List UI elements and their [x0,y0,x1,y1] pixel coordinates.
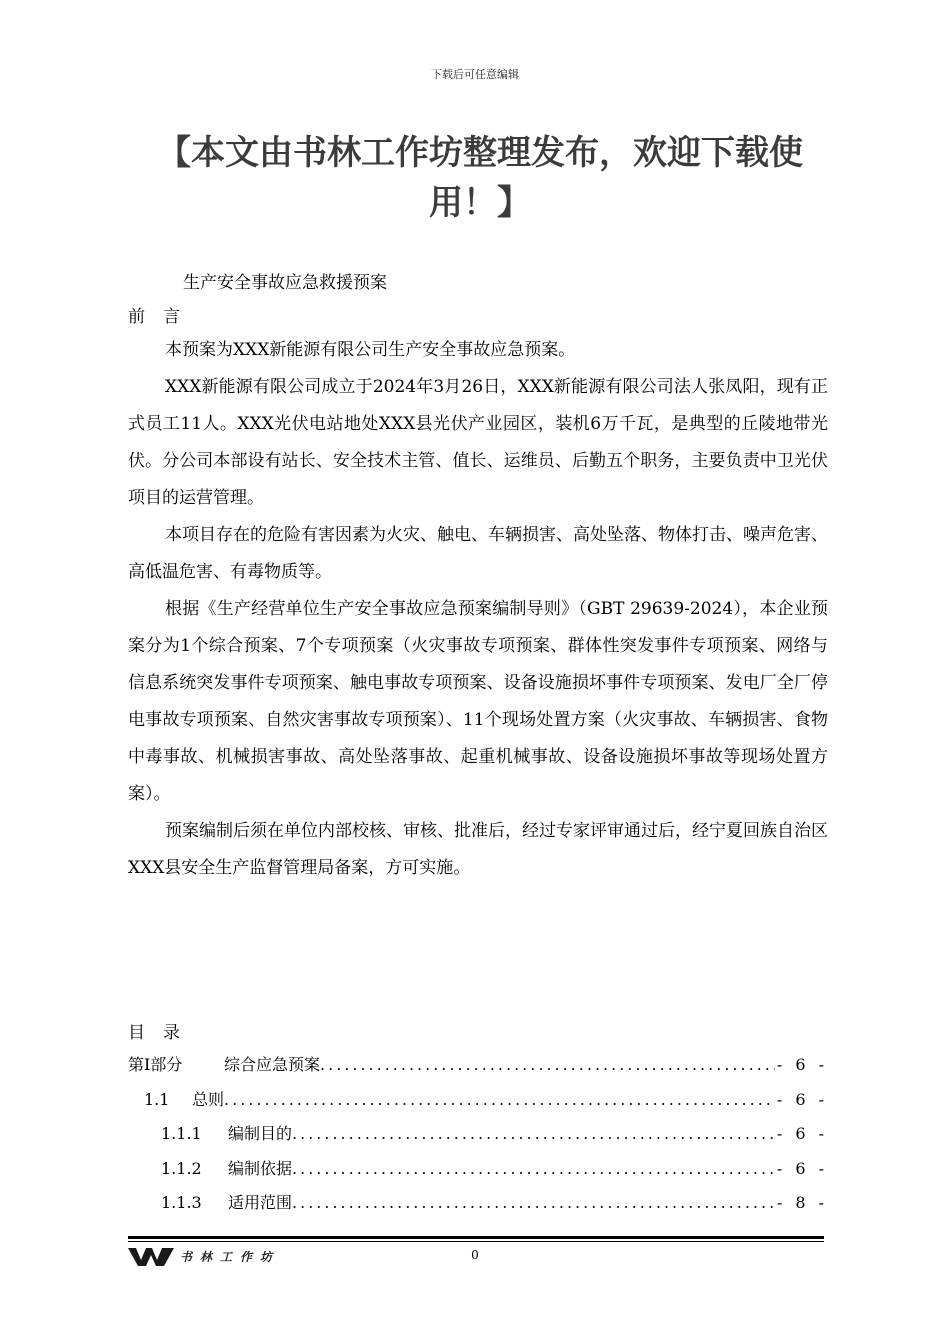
toc-entry[interactable] [128,1048,828,1083]
toc-entry-number: 第Ⅰ部分 [128,1055,183,1074]
paragraph: 预案编制后须在单位内部校核、审核、批准后，经过专家评审通过后，经宁夏回族自治区XXX县安全生产监督管理局备案，方可实施。 [128,821,828,878]
toc-entry-number: 1.1 [144,1089,170,1109]
paragraph: XXX新能源有限公司成立于2024年3月26日，XXX新能源有限公司法人张凤阳，现有正式员工11人。XXX光伏电站地处XXX县光伏产业园区，装机6万千瓦，是典型的丘陵地带光伏。分公司本部设有站长、安全技术主管、值长、运维员、后勤五个职务，主要负责中卫光伏项目的运营管理。 [128,377,828,508]
toc-entry-title: 编制目的 [228,1124,293,1143]
document-title: 生产安全事故应急救援预案 [183,273,387,293]
toc-entry[interactable] [128,1152,828,1187]
toc-leader-dots [292,1152,775,1187]
toc-entry-page: - 8 - [776,1193,828,1212]
toc-entry-page: - 6 - [776,1124,828,1143]
preface-heading: 前言 [128,307,198,327]
toc-leader-dots [292,1117,775,1152]
page-number: 0 [471,1248,479,1262]
toc-entry-number: 1.1.1 [161,1124,202,1143]
toc-leader-dots [320,1048,775,1083]
paragraph: 本预案为XXX新能源有限公司生产安全事故应急预案。 [165,340,576,360]
toc-entry-page: - 6 - [776,1055,828,1074]
toc-entry-page: - 6 - [776,1089,828,1109]
paragraph: 本项目存在的危险有害因素为火灾、触电、车辆损害、高处坠落、物体打击、噪声危害、高低温危害、有毒物质等。 [128,525,828,582]
toc-leader-dots [224,1083,775,1118]
toc-entry-number: 1.1.3 [161,1193,202,1212]
toc-heading: 目录 [128,1023,198,1043]
footer-brand: 书林工作坊 [180,1250,281,1264]
page-header: 下载后可任意编辑 [431,68,519,81]
toc-entry-title: 编制依据 [228,1158,293,1178]
toc-entry[interactable] [128,1083,828,1118]
footer-rule [128,1236,824,1239]
toc-entry-title: 总则 [192,1089,225,1109]
footer-rule-thin [128,1241,824,1242]
toc-entry-title: 综合应急预案 [224,1055,321,1074]
preface-body [128,332,828,887]
banner-title: 【本文由书林工作坊整理发布，欢迎下载使用！】 [157,133,803,223]
paragraph: 根据《生产经营单位生产安全事故应急预案编制导则》（GBT 29639-2024），本企业预案分为1个综合预案、7个专项预案（火灾事故专项预案、群体性突发事件专项预案、网络与信息系统突发事件专项预案、触电事故专项预案、设备设施损坏事件专项预案、发电厂全厂停电事故专项预案、自然灾害事故专项预案）、11个现场处置方案（火灾事故、车辆损害、食物中毒事故、机械损害事故、高处坠落事故、起重机械事故、设备设施损坏事故等现场处置方案）。 [128,599,828,804]
table-of-contents [128,1048,828,1221]
toc-entry-page: - 6 - [776,1158,828,1178]
toc-entry[interactable] [128,1186,828,1221]
toc-entry[interactable] [128,1117,828,1152]
toc-entry-number: 1.1.2 [161,1158,202,1178]
toc-entry-title: 适用范围 [228,1193,293,1212]
toc-leader-dots [292,1186,775,1221]
